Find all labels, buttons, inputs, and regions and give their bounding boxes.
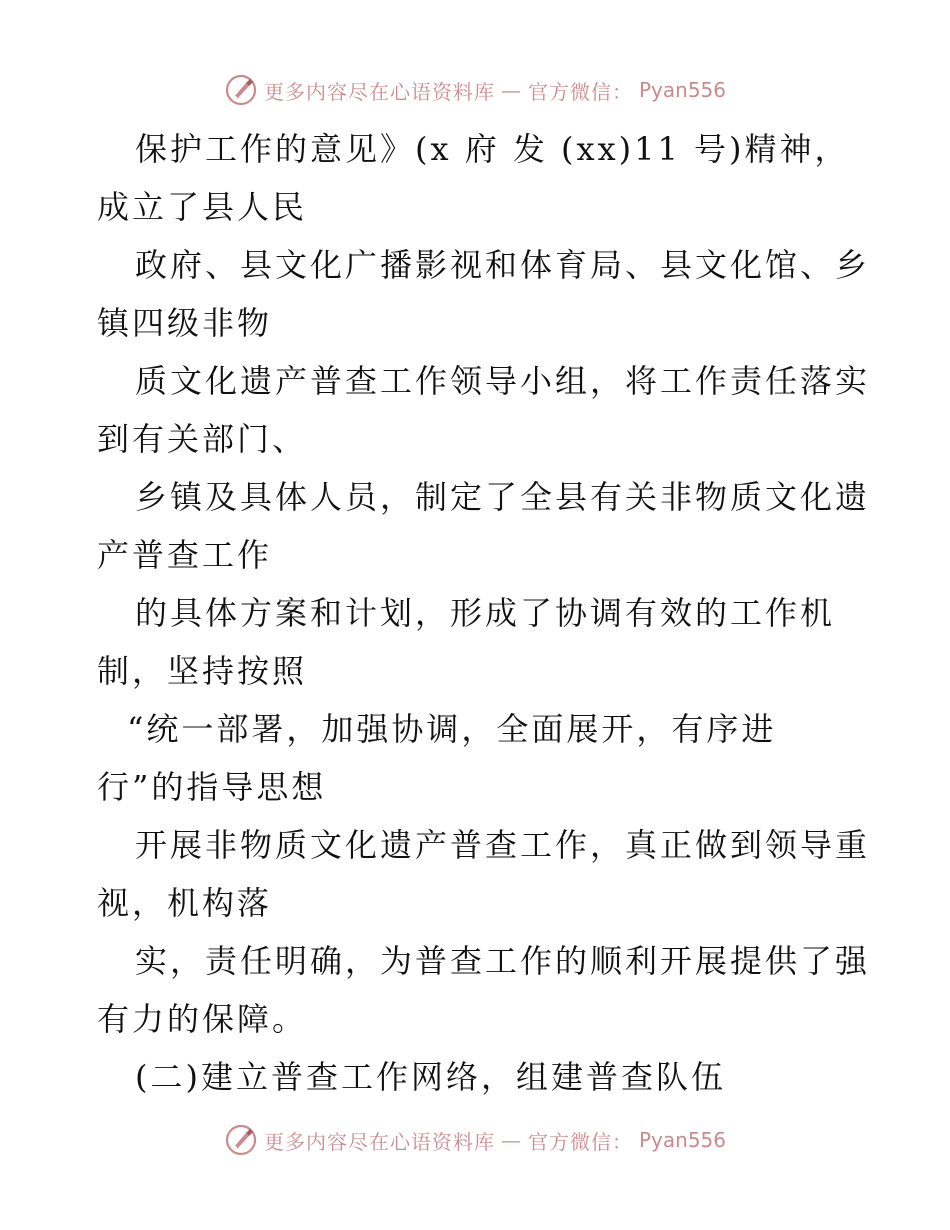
paragraph [97,932,871,1048]
paragraph [97,584,857,700]
paragraph-line: 的具体方案和计划，形成了协调有效的工作机 [135,594,836,632]
paragraph-line: 开展非物质文化遗产普查工作，真正做到领导重 [135,826,871,864]
paragraph [97,700,857,816]
section-heading: (二)建立普查工作网络，组建普查队伍 [135,1058,726,1096]
paragraph-line: 保护工作的意见》(x 府 发 (xx)11 号)精神， [135,130,850,168]
watermark-footer [0,1120,950,1160]
paragraph-line: 成立了县人民 [97,188,308,226]
paragraph [97,816,871,932]
paragraph-line: 镇四级非物 [97,304,273,342]
watermark-site-text: 更多内容尽在心语资料库 [263,1129,495,1154]
paragraph [97,236,871,352]
paragraph-line: 视，机构落 [97,884,273,922]
watermark-dash: — [500,78,522,102]
paragraph-line: 制，坚持按照 [97,652,308,690]
watermark-contact-id: Pyan556 [638,78,726,102]
paragraph-line: 乡镇及具体人员，制定了全县有关非物质文化遗 [135,478,871,516]
watermark-header [0,70,950,110]
paragraph-line: 产普查工作 [97,536,273,574]
paragraph-line: 质文化遗产普查工作领导小组，将工作责任落实 [135,362,871,400]
document-body [97,120,871,1106]
watermark-contact-label: 官方微信： [527,79,633,104]
paragraph-line: 政府、县文化广播影视和体育局、县文化馆、乡 [135,246,871,284]
watermark-contact-label: 官方微信： [527,1129,633,1154]
paragraph [97,120,857,236]
paragraph-line: 到有关部门、 [97,420,308,458]
watermark-site-text: 更多内容尽在心语资料库 [263,79,495,104]
paragraph-line: 行”的指导思想 [97,768,327,806]
watermark-contact-id: Pyan556 [638,1128,726,1152]
paragraph [97,352,871,468]
paragraph-line: “统一部署，加强协调，全面展开，有序进 [127,710,777,748]
paragraph-line: 实，责任明确，为普查工作的顺利开展提供了强 [135,942,871,980]
paragraph [97,468,871,584]
pen-logo-icon [224,1123,258,1157]
pen-logo-icon [224,73,258,107]
watermark-dash: — [500,1128,522,1152]
paragraph-line: 有力的保障。 [97,1000,308,1038]
